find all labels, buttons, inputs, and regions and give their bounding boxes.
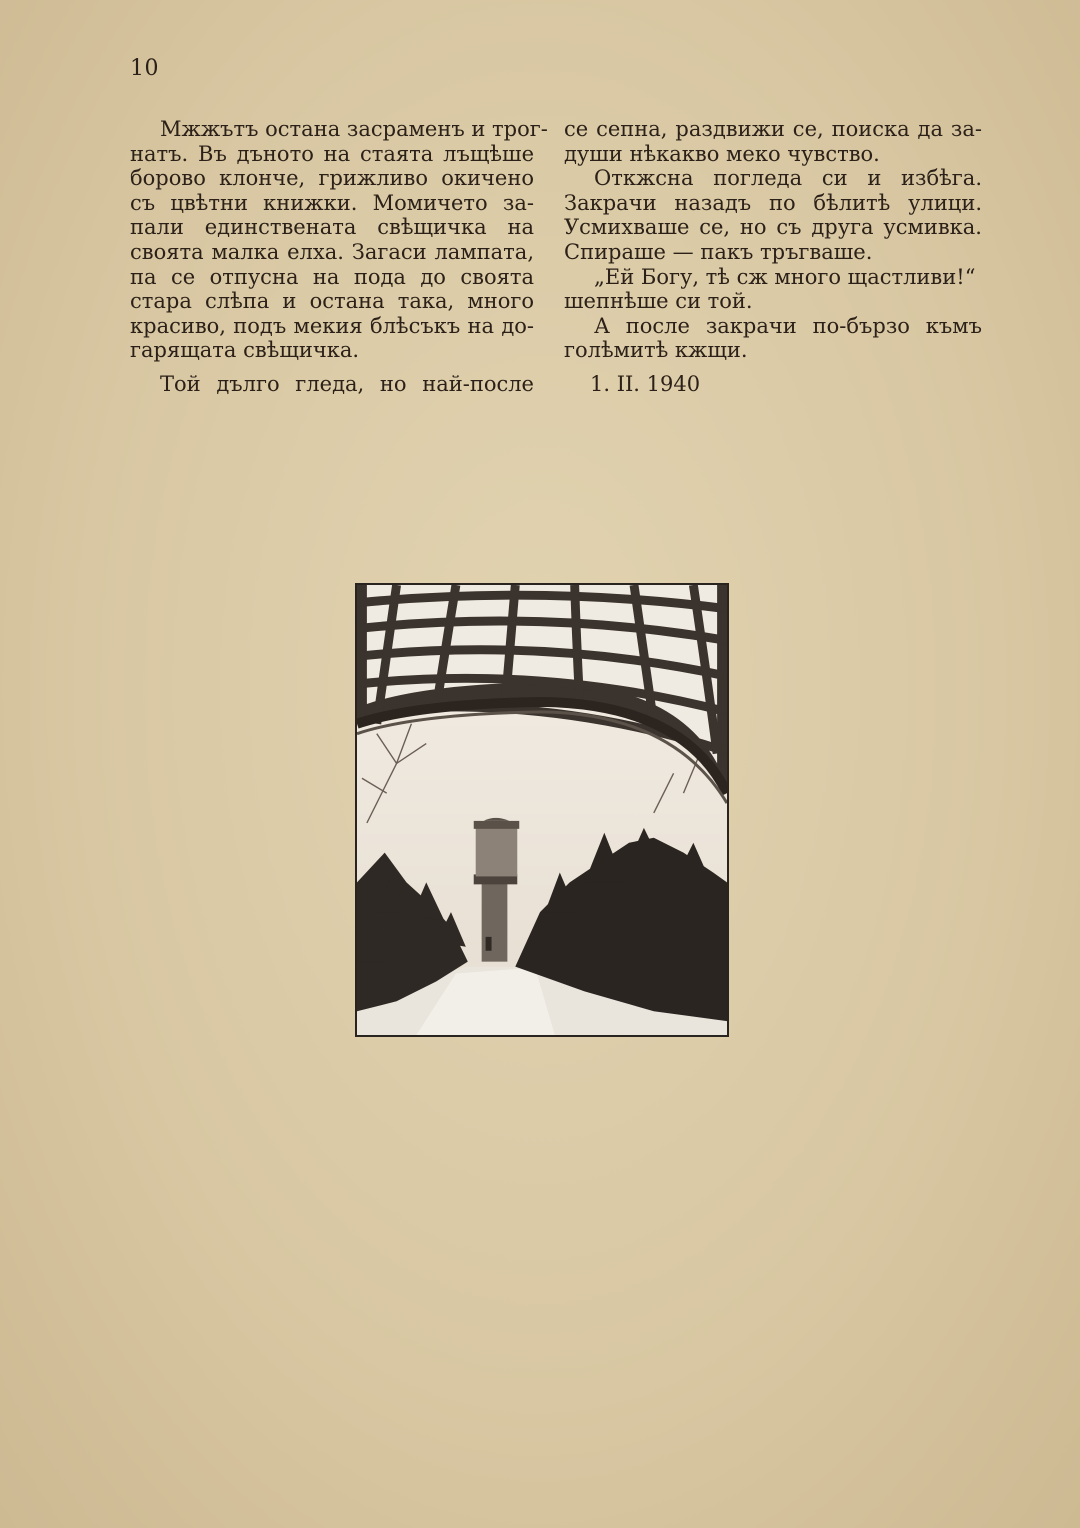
text-line: шепнѣше си той. bbox=[564, 289, 753, 314]
text-line: Откжсна погледа си и избѣга. bbox=[594, 166, 982, 191]
text-line: А после закрачи по-бързо къмъ bbox=[594, 313, 982, 338]
text-line: Спираше — пакъ тръгваше. bbox=[564, 239, 873, 264]
text-line: стара слѣпа и остана така, много bbox=[130, 289, 534, 314]
text-line: Той дълго гледа, но най-после bbox=[160, 371, 534, 396]
text-line: „Ей Богу, тѣ сж много щастливи!“ bbox=[594, 264, 976, 289]
text-line: пали единствената свѣщичка на bbox=[130, 215, 534, 240]
left-column bbox=[130, 117, 548, 397]
text-line: се сепна, раздвижи се, поиска да за- bbox=[564, 117, 982, 141]
date-line: 1. II. 1940 bbox=[590, 371, 701, 396]
text-line: па се отпусна на пода до своята bbox=[130, 264, 534, 289]
text-line: съ цвѣтни книжки. Момичето за- bbox=[130, 190, 534, 215]
text-line: голѣмитѣ кжщи. bbox=[564, 338, 748, 363]
text-line: красиво, подъ мекия блѣсъкъ на до- bbox=[130, 313, 534, 338]
text-line: натъ. Въ дъното на стаята лъщѣше bbox=[130, 141, 534, 166]
photo-illustration bbox=[357, 585, 727, 1035]
text-line: гарящата свѣщичка. bbox=[130, 338, 360, 363]
page-number: 10 bbox=[130, 56, 159, 81]
text-line: своята малка елха. Загаси лампата, bbox=[130, 239, 534, 264]
text-line: Мжжътъ остана засраменъ и трог- bbox=[160, 117, 548, 141]
photo-water-tower-pergola bbox=[355, 583, 729, 1037]
text-line: Усмихваше се, но съ друга усмивка. bbox=[564, 215, 982, 240]
text-line: борово клонче, грижливо окичено bbox=[130, 166, 534, 191]
text-line: души нѣкакво меко чувство. bbox=[564, 141, 880, 166]
right-column bbox=[564, 117, 982, 397]
text-line: Закрачи назадъ по бѣлитѣ улици. bbox=[564, 190, 982, 215]
